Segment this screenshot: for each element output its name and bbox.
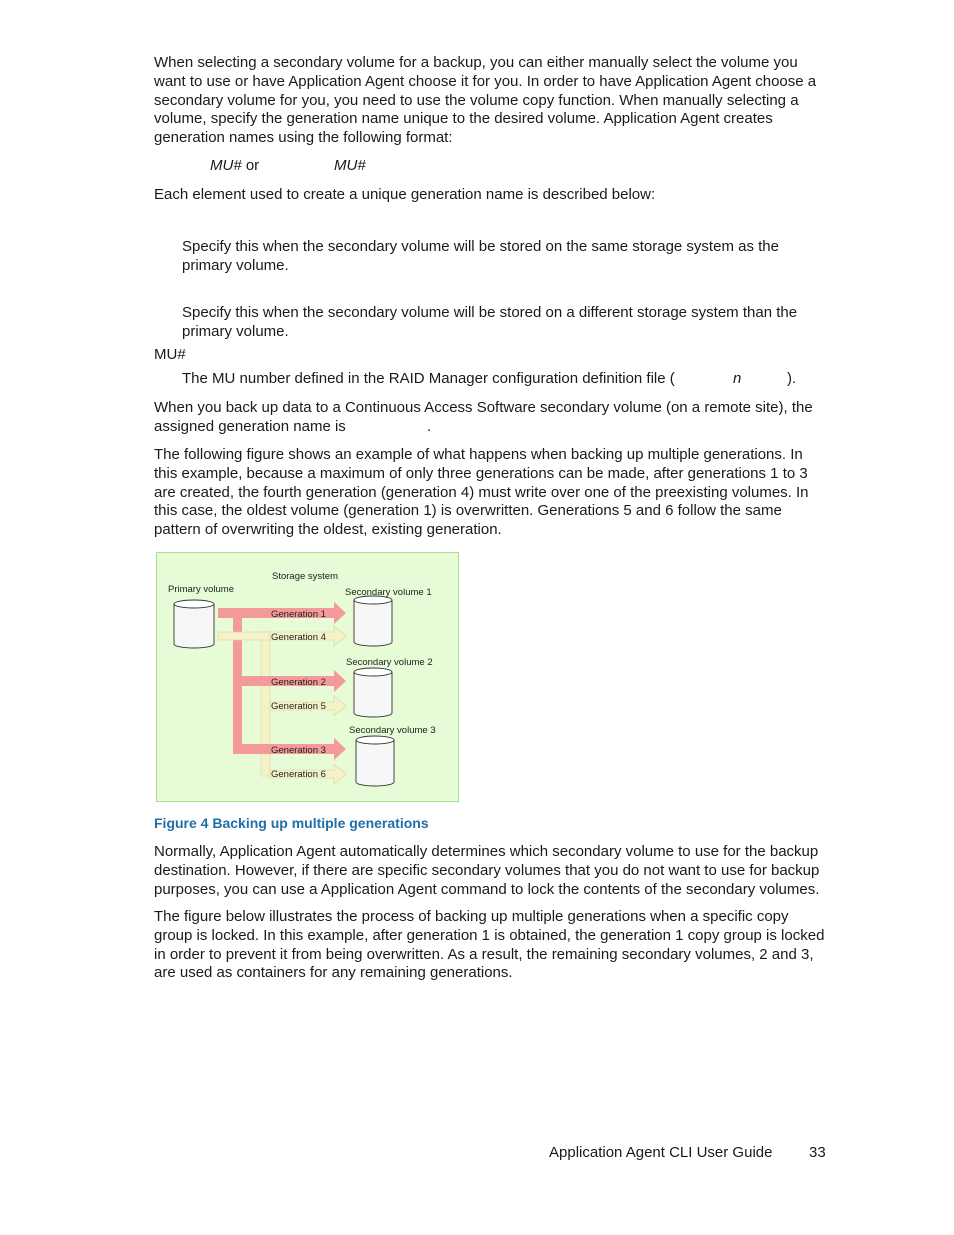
primary-volume-cylinder — [174, 600, 214, 648]
generation-1-label: Generation 1 — [271, 609, 326, 620]
mu-n-variable: n — [733, 370, 742, 387]
normally-paragraph: Normally, Application Agent automatically determines which secondary volume to use for the backup destination. However, if there are specific secondary volumes that you do not want to use for backup purposes, you can use a Application Agent command to lock the contents of the secondary volumes. — [154, 843, 820, 898]
secondary-volume-2-label: Secondary volume 2 — [346, 657, 433, 668]
generation-3-label: Generation 3 — [271, 745, 326, 756]
local-description: Specify this when the secondary volume will be stored on the same storage system as the primary volume. — [182, 238, 779, 274]
format-or: or — [241, 157, 260, 174]
secondary-volume-3-label: Secondary volume 3 — [349, 725, 436, 736]
figure-intro-paragraph: The following figure shows an example of what happens when backing up multiple generations. In this example, because a maximum of only three generations can be made, after generations 1 to 3 are created, the fourth generation (generation 4) must write over one of the preexisting volumes. In this case, the oldest volume (generation 1) is overwritten. Generations 5 and 6 follow the same pattern of overwriting the oldest, existing generation. — [154, 446, 809, 539]
pink-trunk — [233, 608, 242, 754]
figure-caption: Figure 4 Backing up multiple generations — [154, 815, 429, 831]
cream-trunk — [261, 632, 270, 776]
secondary-volume-3-cylinder — [356, 736, 394, 786]
storage-system-label: Storage system — [272, 571, 338, 582]
secondary-volume-2-cylinder — [354, 668, 392, 717]
intro-paragraph: When selecting a secondary volume for a backup, you can either manually select the volume you want to use or have Application Agent choose it for you. In order to have Application Agent choose a secondary volume for you, you need to use the volume copy function. When manually selecting a volume, specify the generation name unique to the desired volume. Application Agent creates generation names using the following format: — [154, 54, 817, 147]
remote-note: When you back up data to a Continuous Access Software secondary volume (on a remote site), the assigned generation name is — [154, 399, 813, 435]
secondary-volume-1-label: Secondary volume 1 — [345, 587, 432, 598]
format-mu-1: MU# — [210, 157, 242, 174]
pink-feed — [218, 608, 242, 618]
generation-5-label: Generation 5 — [271, 701, 326, 712]
footer-guide-title: Application Agent CLI User Guide — [549, 1144, 773, 1161]
mu-description-close: ). — [787, 370, 797, 387]
format-line — [210, 157, 259, 175]
format-mu-2: MU# — [334, 157, 366, 174]
elements-intro: Each element used to create a unique generation name is described below: — [154, 186, 656, 203]
secondary-volume-1-cylinder — [354, 596, 392, 646]
mu-term: MU# — [154, 346, 186, 363]
generation-2-label: Generation 2 — [271, 677, 326, 688]
remote-description: Specify this when the secondary volume will be stored on a different storage system than the primary volume. — [182, 304, 798, 340]
cream-feed — [218, 632, 270, 640]
generation-6-label: Generation 6 — [271, 769, 326, 780]
footer-page-number: 33 — [809, 1144, 826, 1161]
generation-4-label: Generation 4 — [271, 632, 326, 643]
backup-generations-figure — [156, 552, 459, 802]
remote-note-end: . — [427, 418, 432, 435]
primary-volume-label: Primary volume — [168, 584, 234, 595]
locked-paragraph: The figure below illustrates the process of backing up multiple generations when a specific copy group is locked. In this example, after generation 1 is obtained, the generation 1 copy group is locked in order to prevent it from being overwritten. As a result, the remaining secondary volumes, 2 and 3, are used as containers for any remaining generations. — [154, 908, 825, 982]
mu-description: The MU number defined in the RAID Manager configuration definition file ( — [182, 370, 675, 387]
